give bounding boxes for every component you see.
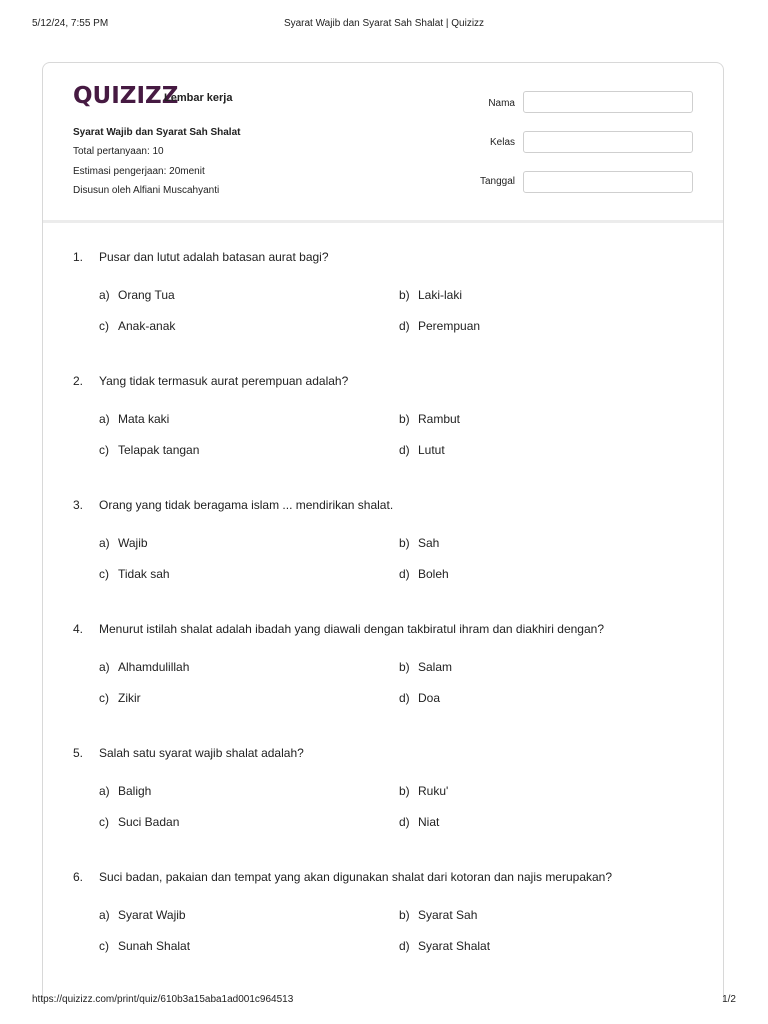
- option-letter: c): [99, 939, 109, 953]
- question-item: [43, 843, 723, 967]
- answer-option: [399, 412, 460, 426]
- total-questions: Total pertanyaan: 10: [73, 146, 164, 157]
- option-letter: a): [99, 660, 110, 674]
- name-label: Nama: [488, 98, 515, 109]
- answer-option: [99, 536, 148, 550]
- option-text: Syarat Shalat: [418, 939, 491, 953]
- answer-option: [399, 319, 480, 333]
- option-letter: b): [399, 288, 410, 302]
- question-text: Yang tidak termasuk aurat perempuan adalah?: [99, 374, 349, 388]
- question-number: 2.: [73, 374, 84, 388]
- option-letter: b): [399, 536, 410, 550]
- option-letter: c): [99, 319, 109, 333]
- question-text: Salah satu syarat wajib shalat adalah?: [99, 746, 304, 760]
- date-field[interactable]: [523, 171, 693, 193]
- quizizz-logo: QUIZIZZ: [73, 83, 179, 109]
- worksheet-subtitle: Lembar kerja: [164, 92, 233, 104]
- option-letter: c): [99, 691, 109, 705]
- option-text: Suci Badan: [118, 815, 180, 829]
- option-letter: c): [99, 443, 109, 457]
- option-text: Doa: [418, 691, 441, 705]
- option-text: Zikir: [118, 691, 141, 705]
- print-url: https://quizizz.com/print/quiz/610b3a15aba1ad001c964513: [32, 994, 294, 1005]
- print-footer: [32, 994, 736, 1008]
- option-text: Laki-laki: [418, 288, 463, 302]
- option-text: Sah: [418, 536, 440, 550]
- answer-option: [399, 567, 449, 581]
- question-text: Suci badan, pakaian dan tempat yang akan digunakan shalat dari kotoran dan najis merupakan?: [99, 870, 613, 884]
- option-text: Tidak sah: [118, 567, 170, 581]
- answer-option: [399, 660, 452, 674]
- option-letter: d): [399, 939, 410, 953]
- question-number: 4.: [73, 622, 84, 636]
- print-header: [32, 18, 736, 32]
- date-label: Tanggal: [479, 176, 515, 187]
- option-text: Ruku': [418, 784, 449, 798]
- answer-option: [99, 319, 175, 333]
- option-text: Rambut: [418, 412, 461, 426]
- question-text: Orang yang tidak beragama islam ... mendirikan shalat.: [99, 498, 394, 512]
- option-text: Syarat Wajib: [118, 908, 186, 922]
- answer-option: [399, 784, 448, 798]
- answer-option: [399, 815, 439, 829]
- answer-option: [99, 288, 175, 302]
- option-text: Anak-anak: [118, 319, 176, 333]
- worksheet: [42, 62, 724, 1002]
- option-text: Sunah Shalat: [118, 939, 191, 953]
- question-text: Menurut istilah shalat adalah ibadah yang diawali dengan takbiratul ihram dan diakhiri dengan?: [99, 622, 605, 636]
- answer-option: [399, 443, 445, 457]
- answer-option: [99, 939, 190, 953]
- estimated-time: Estimasi pengerjaan: 20menit: [73, 166, 205, 177]
- option-letter: d): [399, 319, 410, 333]
- option-text: Boleh: [418, 567, 449, 581]
- option-text: Wajib: [118, 536, 148, 550]
- name-field[interactable]: [523, 91, 693, 113]
- answer-option: [99, 784, 151, 798]
- answer-option: [399, 908, 477, 922]
- option-text: Perempuan: [418, 319, 481, 333]
- option-text: Mata kaki: [118, 412, 170, 426]
- question-item: [43, 347, 723, 471]
- question-number: 3.: [73, 498, 84, 512]
- answer-option: [99, 908, 186, 922]
- option-letter: a): [99, 288, 110, 302]
- option-letter: b): [399, 412, 410, 426]
- question-number: 5.: [73, 746, 84, 760]
- class-label: Kelas: [489, 137, 515, 148]
- option-text: Orang Tua: [118, 288, 175, 302]
- option-letter: d): [399, 567, 410, 581]
- question-item: [43, 719, 723, 843]
- option-letter: d): [399, 815, 410, 829]
- question-number: 6.: [73, 870, 84, 884]
- answer-option: [399, 536, 439, 550]
- answer-option: [399, 288, 462, 302]
- option-letter: a): [99, 412, 110, 426]
- class-field[interactable]: [523, 131, 693, 153]
- question-item: [43, 471, 723, 595]
- page-number: 1/2: [722, 994, 736, 1005]
- option-letter: c): [99, 815, 109, 829]
- answer-option: [99, 567, 170, 581]
- question-item: [43, 223, 723, 347]
- option-letter: a): [99, 784, 110, 798]
- option-letter: b): [399, 660, 410, 674]
- question-item: [43, 595, 723, 719]
- option-letter: b): [399, 784, 410, 798]
- answer-option: [99, 660, 189, 674]
- print-title: Syarat Wajib dan Syarat Sah Shalat | Quizizz: [283, 18, 485, 29]
- question-text: Pusar dan lutut adalah batasan aurat bagi?: [99, 250, 329, 264]
- answer-option: [399, 939, 490, 953]
- option-letter: d): [399, 691, 410, 705]
- answer-option: [99, 815, 179, 829]
- answer-option: [99, 691, 141, 705]
- answer-option: [99, 412, 169, 426]
- option-letter: a): [99, 908, 110, 922]
- option-letter: d): [399, 443, 410, 457]
- quiz-title: Syarat Wajib dan Syarat Sah Shalat: [73, 127, 241, 138]
- option-text: Salam: [418, 660, 453, 674]
- option-letter: c): [99, 567, 109, 581]
- option-letter: a): [99, 536, 110, 550]
- option-text: Baligh: [118, 784, 152, 798]
- quiz-author: Disusun oleh Alfiani Muscahyanti: [73, 185, 220, 196]
- question-number: 1.: [73, 250, 84, 264]
- option-letter: b): [399, 908, 410, 922]
- print-datetime: 5/12/24, 7:55 PM: [32, 18, 109, 29]
- option-text: Alhamdulillah: [118, 660, 190, 674]
- option-text: Syarat Sah: [418, 908, 478, 922]
- answer-option: [399, 691, 440, 705]
- option-text: Lutut: [418, 443, 445, 457]
- worksheet-header: [43, 63, 723, 223]
- option-text: Niat: [418, 815, 440, 829]
- answer-option: [99, 443, 199, 457]
- option-text: Telapak tangan: [118, 443, 200, 457]
